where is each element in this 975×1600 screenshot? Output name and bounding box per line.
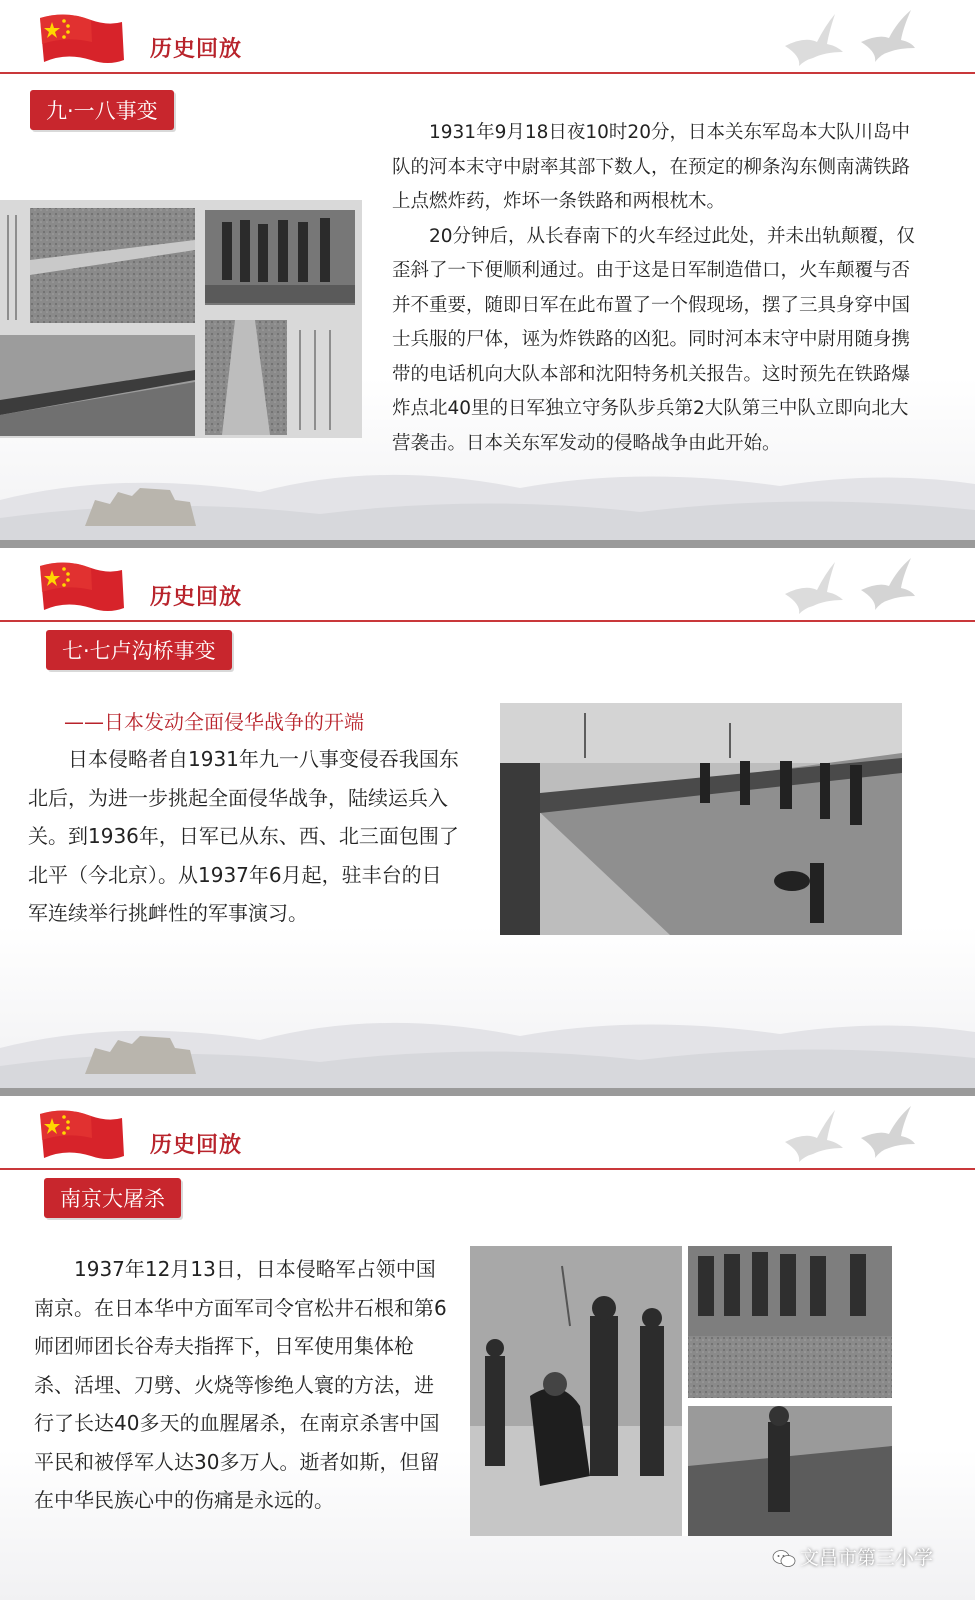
header-rule <box>0 1168 975 1170</box>
section-marco-polo-bridge <box>0 548 975 1088</box>
historical-photo-collage <box>470 1246 892 1536</box>
section-918-incident <box>0 0 975 540</box>
section-header-title: 历史回放 <box>150 37 243 62</box>
paragraph: 20分钟后，从长春南下的火车经过此处，并未出轨颠覆，仅歪斜了一下便顺利通过。由于这是日军制造借口，火车颠覆与否并不重要，随即日军在此布置了一个假现场，摆了三具身穿中国士兵服的尸体，诬为炸铁路的凶犯。同时河本末守中尉用随身携带的电话机向大队本部和沈阳特务机关报告。这时预先在铁路爆炸点北40里的日军独立守务队步兵第2大队第三中队立即向北大营袭击。日本关东军发动的侵略战争由此开始。 <box>392 225 916 454</box>
china-flag-icon <box>36 1108 126 1164</box>
section-body-77 <box>28 740 460 933</box>
watermark-text: 文昌市第三小学 <box>799 1547 933 1569</box>
historical-photo-collage <box>0 200 362 438</box>
event-tag-77: 七·七卢沟桥事变 <box>46 630 232 670</box>
historical-photo-bridge <box>500 703 902 935</box>
section-divider <box>0 540 975 548</box>
clouds-greatwall-decoration <box>0 978 975 1088</box>
event-tag-918: 九·一八事变 <box>30 90 174 130</box>
paragraph: 日本侵略者自1931年九一八事变侵吞我国东北后，为进一步挑起全面侵华战争，陆续运兵入关。到1936年，日军已从东、西、北三面包围了北平（今北京）。从1937年6月起，驻丰台的日军连续举行挑衅性的军事演习。 <box>28 747 459 925</box>
section-nanjing-massacre <box>0 1096 975 1600</box>
section-divider <box>0 1088 975 1096</box>
section-body-nanjing <box>34 1250 450 1520</box>
event-tag-nanjing: 南京大屠杀 <box>44 1178 181 1218</box>
dove-icon <box>765 554 925 618</box>
header-rule <box>0 72 975 74</box>
header-rule <box>0 620 975 622</box>
section-header-title: 历史回放 <box>150 585 243 610</box>
dove-icon <box>765 1102 925 1166</box>
clouds-greatwall-decoration <box>0 430 975 540</box>
paragraph: 1937年12月13日，日本侵略军占领中国南京。在日本华中方面军司令官松井石根和第6师团师团长谷寿夫指挥下，日军使用集体枪杀、活埋、刀劈、火烧等惨绝人寰的方法，进行了长达40多天的血腥屠杀，在南京杀害中国平民和被俘军人达30多万人。逝者如斯，但留在中华民族心中的伤痛是永远的。 <box>34 1257 447 1512</box>
china-flag-icon <box>36 12 126 68</box>
section-header-title: 历史回放 <box>150 1133 243 1158</box>
section-subtitle: ——日本发动全面侵华战争的开端 <box>64 710 364 734</box>
paragraph: 1931年9月18日夜10时20分，日本关东军岛本大队川岛中队的河本末守中尉率其部下数人，在预定的柳条沟东侧南满铁路上点燃炸药，炸坏一条铁路和两根枕木。 <box>392 122 911 212</box>
wechat-icon <box>772 1549 796 1569</box>
section-body-918 <box>392 116 924 461</box>
china-flag-icon <box>36 560 126 616</box>
dove-icon <box>765 6 925 70</box>
watermark <box>772 1543 933 1570</box>
